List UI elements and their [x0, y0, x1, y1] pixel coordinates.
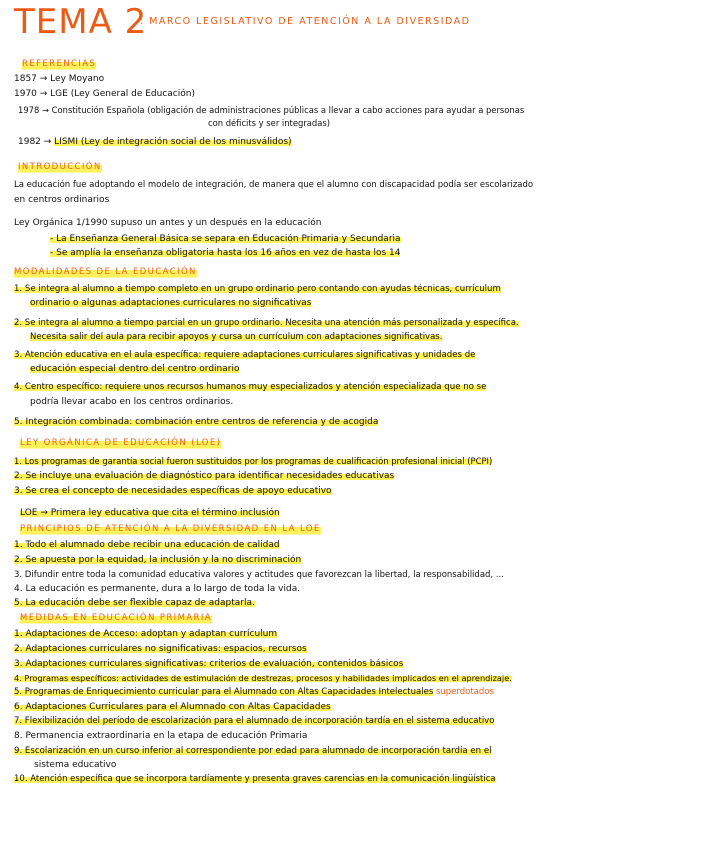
intro-ley: Ley Orgánica 1/1990 supuso un antes y un después en la educación	[14, 218, 322, 228]
principio-item: 5. La educación debe ser flexible capaz de adaptarla.	[14, 598, 255, 608]
principios-heading: PRINCIPIOS DE ATENCIÓN A LA DIVERSIDAD EN LA LOE	[20, 524, 321, 534]
principio-item: 4. La educación es permanente, dura a lo largo de toda la vida.	[14, 584, 301, 594]
ref-text: LGE (Ley General de Educación)	[50, 89, 195, 99]
modalidad-item: 1. Se integra al alumno a tiempo completo en un grupo ordinario pero contando con ayudas técnicas, currículum	[14, 284, 501, 294]
loe-note: LOE → Primera ley educativa que cita el término inclusión	[20, 508, 280, 518]
intro-paragraph-cont: en centros ordinarios	[14, 195, 110, 205]
medida-item: 4. Programas específicos: actividades de estimulación de destrezas, procesos y habilidades implicados en el aprendizaje.	[14, 673, 512, 683]
modalidad-item: 4. Centro específico: requiere unos recursos humanos muy especializados y atención especializada que no se	[14, 382, 487, 392]
modalidad-item: 2. Se integra al alumno a tiempo parcial en un grupo ordinario. Necesita una atención más personalizada y específica.	[14, 318, 519, 328]
referencias-heading: REFERENCIAS	[22, 59, 97, 69]
intro-bullet: - La Enseñanza General Básica se separa en Educación Primaria y Secundaria	[50, 234, 401, 244]
intro-paragraph: La educación fue adoptando el modelo de integración, de manera que el alumno con discapacidad podía ser escolarizado	[14, 180, 534, 190]
medida-item-cont: sistema educativo	[34, 760, 117, 770]
ref-text: LISMI (Ley de integración social de los minusválidos)	[54, 137, 292, 147]
ref-item: 1978 → Constitución Española (obligación de administraciones públicas a llevar a cabo acciones para ayudar a personas	[18, 105, 525, 115]
ref-item: 1970 → LGE (Ley General de Educación)	[14, 89, 195, 99]
medida-item: 2. Adaptaciones curriculares no significativas: espacios, recursos	[14, 644, 307, 654]
principio-item: 2. Se apuesta por la equidad, la inclusión y la no discriminación	[14, 555, 302, 565]
loe-item: 1. Los programas de garantía social fueron sustituidos por los programas de cualificación profesional inicial (PCPI)	[14, 456, 493, 466]
modalidad-item-cont: educación especial dentro del centro ordinario	[30, 364, 240, 374]
ref-year: 1970	[14, 89, 37, 99]
medida-item: 10. Atención específica que se incorpora tardíamente y presenta graves carencias en la comunicación lingüística	[14, 774, 496, 784]
medida-item: 3. Adaptaciones curriculares significativas: criterios de evaluación, contenidos básicos	[14, 659, 404, 669]
loe-item: 2. Se incluye una evaluación de diagnóstico para identificar necesidades educativas	[14, 471, 395, 481]
modalidad-item: 5. Integración combinada: combinación entre centros de referencia y de acogida	[14, 417, 379, 427]
ref-item: 1857 → Ley Moyano	[14, 74, 105, 84]
medida-item: 1. Adaptaciones de Acceso: adoptan y adaptan currículum	[14, 629, 278, 639]
medida-item: 9. Escolarización en un curso inferior al correspondiente por edad para alumnado de incorporación tardía en el	[14, 746, 492, 756]
medida-item: 5. Programas de Enriquecimiento curricular para el Alumnado con Altas Capacidades Intelectuales superdotados	[14, 687, 494, 697]
ref-text-cont: con déficits y ser integradas)	[208, 118, 330, 128]
principio-item: 3. Difundir entre toda la comunidad educativa valores y actitudes que favorezcan la libertad, la responsabilidad, ...	[14, 570, 504, 580]
medida-item: 7. Flexibilización del período de escolarización para el alumnado de incorporación tardía en el sistema educativo	[14, 716, 495, 726]
ref-year: 1978	[18, 105, 40, 115]
page-subtitle: : MARCO LEGISLATIVO DE ATENCIÓN A LA DIVERSIDAD	[140, 16, 471, 27]
ref-text: Constitución Española (obligación de administraciones públicas a llevar a cabo acciones para ayudar a personas	[51, 105, 525, 115]
page-title: TEMA 2	[14, 2, 148, 42]
loe-heading: LEY ORGÁNICA DE EDUCACIÓN (LOE)	[20, 438, 222, 448]
ref-item: 1982 → LISMI (Ley de integración social de los minusválidos)	[18, 137, 292, 147]
superdotados-note: superdotados	[435, 687, 494, 697]
ref-year: 1982	[18, 137, 41, 147]
modalidad-item-cont: ordinario o algunas adaptaciones curriculares no significativas	[30, 298, 312, 308]
modalidad-item: 3. Atención educativa en el aula específica: requiere adaptaciones curriculares significativas y unidades de	[14, 350, 476, 360]
introduccion-heading: INTRODUCCIÓN	[18, 162, 102, 172]
loe-item: 3. Se crea el concepto de necesidades específicas de apoyo educativo	[14, 486, 332, 496]
medida-item: 6. Adaptaciones Curriculares para el Alumnado con Altas Capacidades	[14, 702, 331, 712]
ref-year: 1857	[14, 74, 37, 84]
medidas-heading: MEDIDAS EN EDUCACIÓN PRIMARIA	[20, 613, 212, 623]
modalidad-item-cont: Necesita salir del aula para recibir apoyos y cursa un currículum con adaptaciones significativas.	[30, 332, 443, 342]
principio-item: 1. Todo el alumnado debe recibir una educación de calidad	[14, 540, 280, 550]
intro-bullet: - Se amplía la enseñanza obligatoria hasta los 16 años en vez de hasta los 14	[50, 248, 401, 258]
ref-text: Ley Moyano	[50, 74, 105, 84]
modalidades-heading: MODALIDADES DE LA EDUCACIÓN	[14, 267, 197, 277]
medida-item: 8. Permanencia extraordinaria en la etapa de educación Primaria	[14, 731, 308, 741]
modalidad-item-cont: podría llevar acabo en los centros ordinarios.	[30, 397, 234, 407]
